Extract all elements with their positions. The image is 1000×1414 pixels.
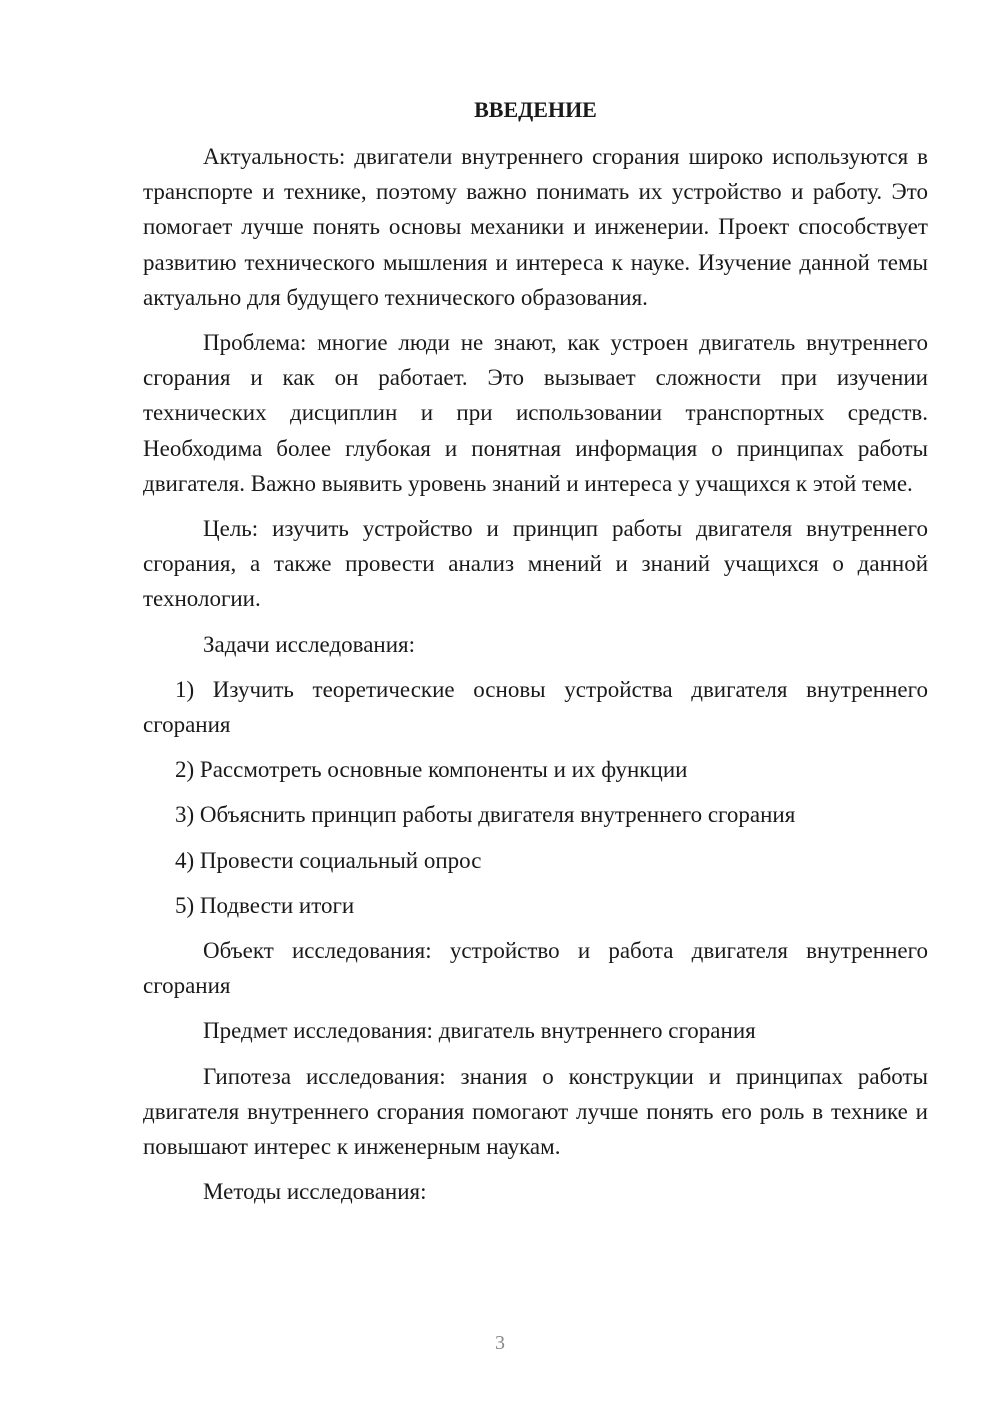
section-title: ВВЕДЕНИЕ xyxy=(474,97,597,122)
subject-paragraph: Предмет исследования: двигатель внутреннего сгорания xyxy=(203,1018,756,1044)
page-content xyxy=(143,92,928,1219)
problem-paragraph: Проблема: многие люди не знают, как устроен двигатель внутреннего сгорания и как он работает. Это вызывает сложности при изучении технических дисциплин и при использовании транспортных средств. Необходима более глубокая и понятная информация о принципах работы двигателя. Важно выявить уровень знаний и интереса у учащихся к этой теме. xyxy=(143,330,928,496)
task-item: 1) Изучить теоретические основы устройства двигателя внутреннего сгорания xyxy=(143,676,928,738)
relevance-paragraph: Актуальность: двигатели внутреннего сгорания широко используются в транспорте и технике, поэтому важно понимать их устройство и работу. Это помогает лучше понять основы механики и инженерии. Проект способствует развитию технического мышления и интереса к науке. Изучение данной темы актуально для будущего технического образования. xyxy=(143,144,928,310)
methods-heading: Методы исследования: xyxy=(203,1179,427,1205)
object-paragraph: Объект исследования: устройство и работа двигателя внутреннего сгорания xyxy=(143,938,928,999)
page-number: 3 xyxy=(495,1332,505,1354)
task-item: 3) Объяснить принцип работы двигателя внутреннего сгорания xyxy=(175,802,796,828)
hypothesis-paragraph: Гипотеза исследования: знания о конструкции и принципах работы двигателя внутреннего сгорания помогают лучше понять его роль в технике и повышают интерес к инженерным наукам. xyxy=(143,1063,928,1160)
task-item: 2) Рассмотреть основные компоненты и их функции xyxy=(175,757,688,783)
tasks-heading: Задачи исследования: xyxy=(203,631,416,657)
task-item: 4) Провести социальный опрос xyxy=(175,847,482,873)
goal-paragraph: Цель: изучить устройство и принцип работы двигателя внутреннего сгорания, а также провести анализ мнений и знаний учащихся о данной технологии. xyxy=(143,516,928,612)
task-item: 5) Подвести итоги xyxy=(175,892,355,918)
